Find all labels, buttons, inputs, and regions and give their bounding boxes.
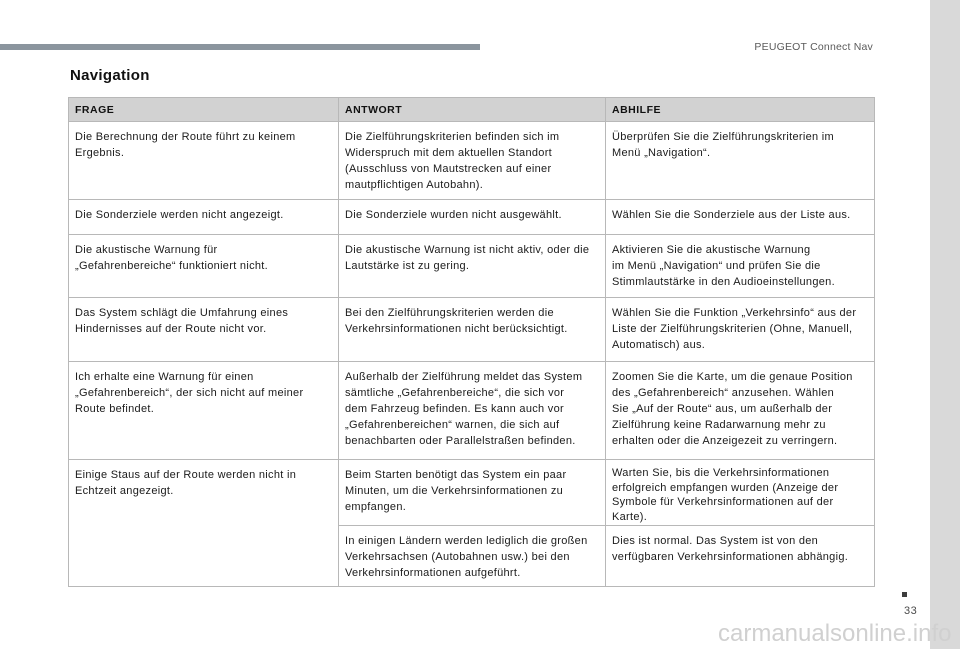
watermark: carmanualsonline.info xyxy=(718,620,952,647)
cell-frage: Einige Staus auf der Route werden nicht in Echtzeit angezeigt. xyxy=(69,460,339,587)
cell-abhilfe: Überprüfen Sie die Zielführungskriterien im Menü „Navigation“. xyxy=(606,122,875,200)
table-row xyxy=(69,200,875,235)
column-header-antwort: ANTWORT xyxy=(339,98,606,122)
cell-abhilfe: Zoomen Sie die Karte, um die genaue Position des „Gefahrenbereich“ anzusehen. Wählen Sie „Auf der Route“ aus, um außerhalb der Zielführung keine Radarwarnung mehr zu erhalten oder die Anzeigezeit zu verringern. xyxy=(606,362,875,460)
cell-antwort: In einigen Ländern werden lediglich die großen Verkehrsachsen (Autobahnen usw.) bei den Verkehrsinformationen aufgeführt. xyxy=(339,526,606,587)
cell-frage: Die Berechnung der Route führt zu keinem Ergebnis. xyxy=(69,122,339,200)
cell-abhilfe: Aktivieren Sie die akustische Warnung im Menü „Navigation“ und prüfen Sie die Stimmlautstärke in den Audioeinstellungen. xyxy=(606,235,875,298)
cell-abhilfe: Warten Sie, bis die Verkehrsinformationen erfolgreich empfangen wurden (Anzeige der Symbole für Verkehrsinformationen auf der Karte). xyxy=(606,460,875,526)
cell-frage: Das System schlägt die Umfahrung eines Hindernisses auf der Route nicht vor. xyxy=(69,298,339,362)
table-row xyxy=(69,298,875,362)
cell-abhilfe: Dies ist normal. Das System ist von den verfügbaren Verkehrsinformationen abhängig. xyxy=(606,526,875,587)
troubleshooting-table xyxy=(68,97,875,587)
table-row xyxy=(69,362,875,460)
brand-label: PEUGEOT Connect Nav xyxy=(754,41,873,53)
square-icon xyxy=(902,592,907,597)
cell-antwort: Die Sonderziele wurden nicht ausgewählt. xyxy=(339,200,606,235)
table-row xyxy=(69,235,875,298)
table-row xyxy=(69,460,875,526)
section-title: Navigation xyxy=(70,67,150,84)
page-side-strip xyxy=(930,0,960,649)
header-accent-bar xyxy=(0,44,480,50)
column-header-frage: FRAGE xyxy=(69,98,339,122)
column-header-abhilfe: ABHILFE xyxy=(606,98,875,122)
cell-antwort: Die akustische Warnung ist nicht aktiv, oder die Lautstärke ist zu gering. xyxy=(339,235,606,298)
page-number: 33 xyxy=(904,605,918,617)
cell-frage: Die akustische Warnung für „Gefahrenbereiche“ funktioniert nicht. xyxy=(69,235,339,298)
cell-frage: Ich erhalte eine Warnung für einen „Gefahrenbereich“, der sich nicht auf meiner Route befindet. xyxy=(69,362,339,460)
cell-abhilfe: Wählen Sie die Sonderziele aus der Liste aus. xyxy=(606,200,875,235)
cell-abhilfe: Wählen Sie die Funktion „Verkehrsinfo“ aus der Liste der Zielführungskriterien (Ohne, Manuell, Automatisch) aus. xyxy=(606,298,875,362)
cell-antwort: Die Zielführungskriterien befinden sich im Widerspruch mit dem aktuellen Standort (Ausschluss von Mautstrecken auf einer mautpflichtigen Autobahn). xyxy=(339,122,606,200)
table-row xyxy=(69,122,875,200)
cell-frage: Die Sonderziele werden nicht angezeigt. xyxy=(69,200,339,235)
table-header-row xyxy=(69,98,875,122)
cell-antwort: Beim Starten benötigt das System ein paar Minuten, um die Verkehrsinformationen zu empfangen. xyxy=(339,460,606,526)
cell-antwort: Bei den Zielführungskriterien werden die Verkehrsinformationen nicht berücksichtigt. xyxy=(339,298,606,362)
cell-antwort: Außerhalb der Zielführung meldet das System sämtliche „Gefahrenbereiche“, die sich vor dem Fahrzeug befinden. Es kann auch vor „Gefahrenbereichen“ warnen, die sich auf benachbarten oder Parallelstraßen befinden. xyxy=(339,362,606,460)
